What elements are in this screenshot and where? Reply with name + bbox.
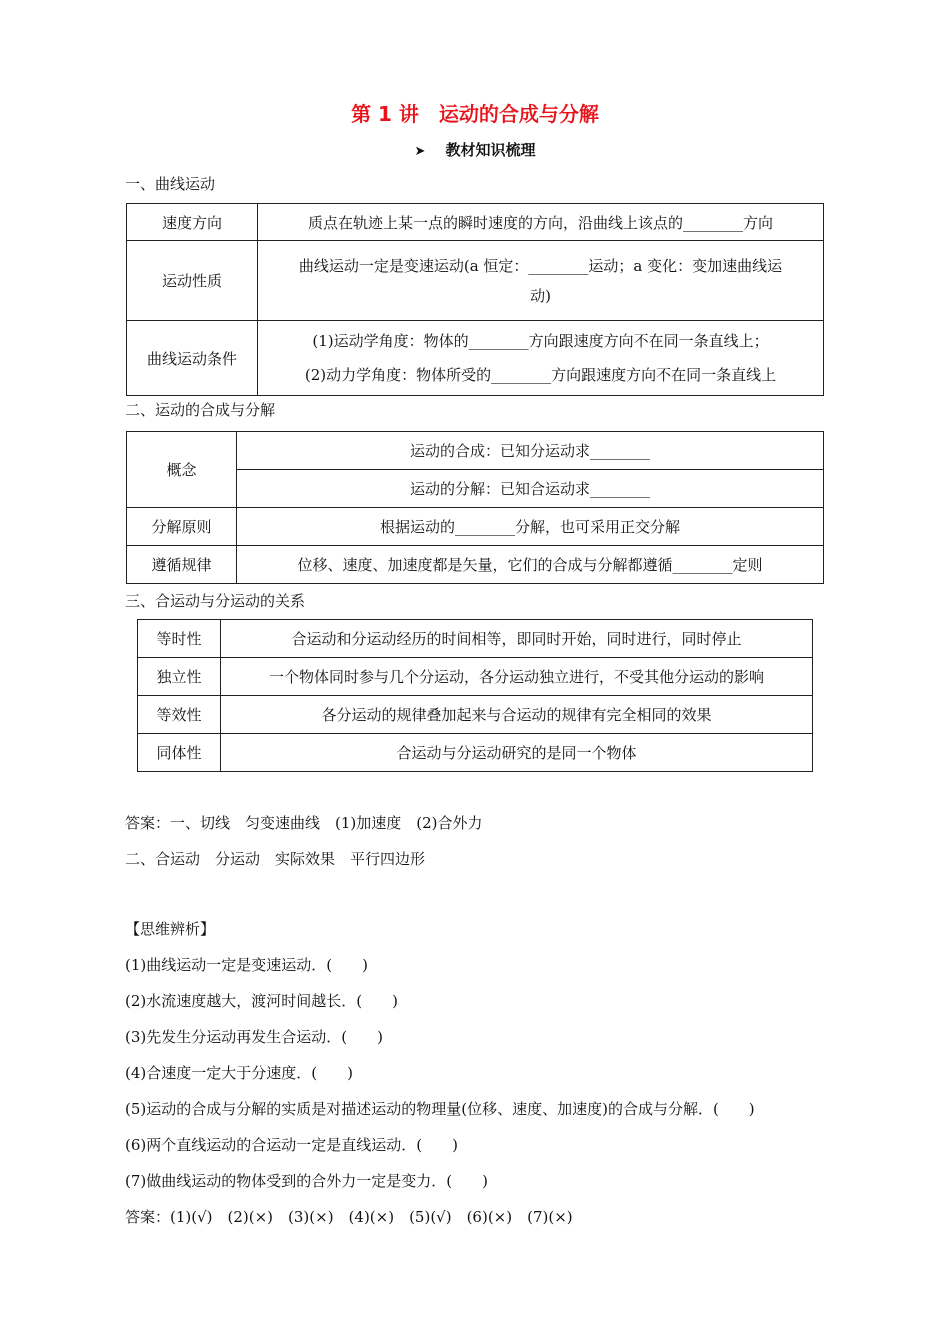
table-row <box>138 658 813 696</box>
row-content-line: 动) <box>530 286 551 305</box>
row-content: 各分运动的规律叠加起来与合运动的规律有完全相同的效果 <box>221 696 813 734</box>
row-label: 速度方向 <box>127 204 258 241</box>
row-content: 根据运动的________分解，也可采用正交分解 <box>237 508 824 546</box>
row-label: 运动性质 <box>127 241 258 321</box>
row-label: 同体性 <box>138 734 221 772</box>
answers-line-2: 二、合运动 分运动 实际效果 平行四边形 <box>125 850 426 868</box>
row-content <box>258 321 824 396</box>
row-label: 独立性 <box>138 658 221 696</box>
row-content: 质点在轨迹上某一点的瞬时速度的方向，沿曲线上该点的________方向 <box>258 204 824 241</box>
section-heading-1: 一、曲线运动 <box>125 175 216 193</box>
table-row <box>127 508 824 546</box>
table-row <box>127 204 824 241</box>
question-item: (6)两个直线运动的合运动一定是直线运动．( ) <box>125 1136 458 1154</box>
curve-motion-table <box>126 203 824 396</box>
question-item: (7)做曲线运动的物体受到的合外力一定是变力．( ) <box>125 1172 488 1190</box>
row-content: 运动的合成：已知分运动求________ <box>237 432 824 470</box>
table-row <box>127 432 824 470</box>
composition-table <box>126 431 824 584</box>
arrow-bullet-icon: ➤ <box>414 144 426 159</box>
section-heading-3: 三、合运动与分运动的关系 <box>125 592 306 610</box>
table-row <box>127 321 824 396</box>
row-content: 运动的分解：已知合运动求________ <box>237 470 824 508</box>
table-row <box>127 546 824 584</box>
row-content: 位移、速度、加速度都是矢量，它们的合成与分解都遵循________定则 <box>237 546 824 584</box>
final-answers: 答案：(1)(√) (2)(×) (3)(×) (4)(×) (5)(√) (6)(×) (7)(×) <box>125 1208 573 1226</box>
question-item: (2)水流速度越大，渡河时间越长．( ) <box>125 992 398 1010</box>
row-content <box>258 241 824 321</box>
row-label: 分解原则 <box>127 508 237 546</box>
row-content-line: (2)动力学角度：物体所受的________方向跟速度方向不在同一条直线上 <box>304 366 777 384</box>
row-content-line: 曲线运动一定是变速运动(a 恒定：________运动；a 变化：变加速曲线运 <box>298 256 783 275</box>
thinking-title: 【思维辨析】 <box>125 920 216 938</box>
question-item: (5)运动的合成与分解的实质是对描述运动的物理量(位移、速度、加速度)的合成与分解．( ) <box>125 1100 755 1118</box>
table-row <box>138 696 813 734</box>
row-label: 等时性 <box>138 620 221 658</box>
subtitle-text: 教材知识梳理 <box>445 141 536 159</box>
question-item: (1)曲线运动一定是变速运动．( ) <box>125 956 368 974</box>
row-content: 合运动与分运动研究的是同一个物体 <box>221 734 813 772</box>
section-subtitle <box>0 139 950 160</box>
row-label: 等效性 <box>138 696 221 734</box>
row-label: 曲线运动条件 <box>127 321 258 396</box>
row-content: 一个物体同时参与几个分运动，各分运动独立进行，不受其他分运动的影响 <box>221 658 813 696</box>
answers-line-1: 答案：一、切线 匀变速曲线 (1)加速度 (2)合外力 <box>125 814 483 832</box>
question-item: (4)合速度一定大于分速度．( ) <box>125 1064 353 1082</box>
relation-table <box>137 619 813 772</box>
row-label: 概念 <box>127 432 237 508</box>
table-row <box>127 241 824 321</box>
section-heading-2: 二、运动的合成与分解 <box>125 401 276 419</box>
table-row <box>138 734 813 772</box>
question-item: (3)先发生分运动再发生合运动．( ) <box>125 1028 383 1046</box>
row-label: 遵循规律 <box>127 546 237 584</box>
row-content: 合运动和分运动经历的时间相等，即同时开始，同时进行，同时停止 <box>221 620 813 658</box>
page-title: 第 1 讲 运动的合成与分解 <box>351 102 599 126</box>
row-content-line: (1)运动学角度：物体的________方向跟速度方向不在同一条直线上； <box>312 332 769 350</box>
table-row <box>138 620 813 658</box>
